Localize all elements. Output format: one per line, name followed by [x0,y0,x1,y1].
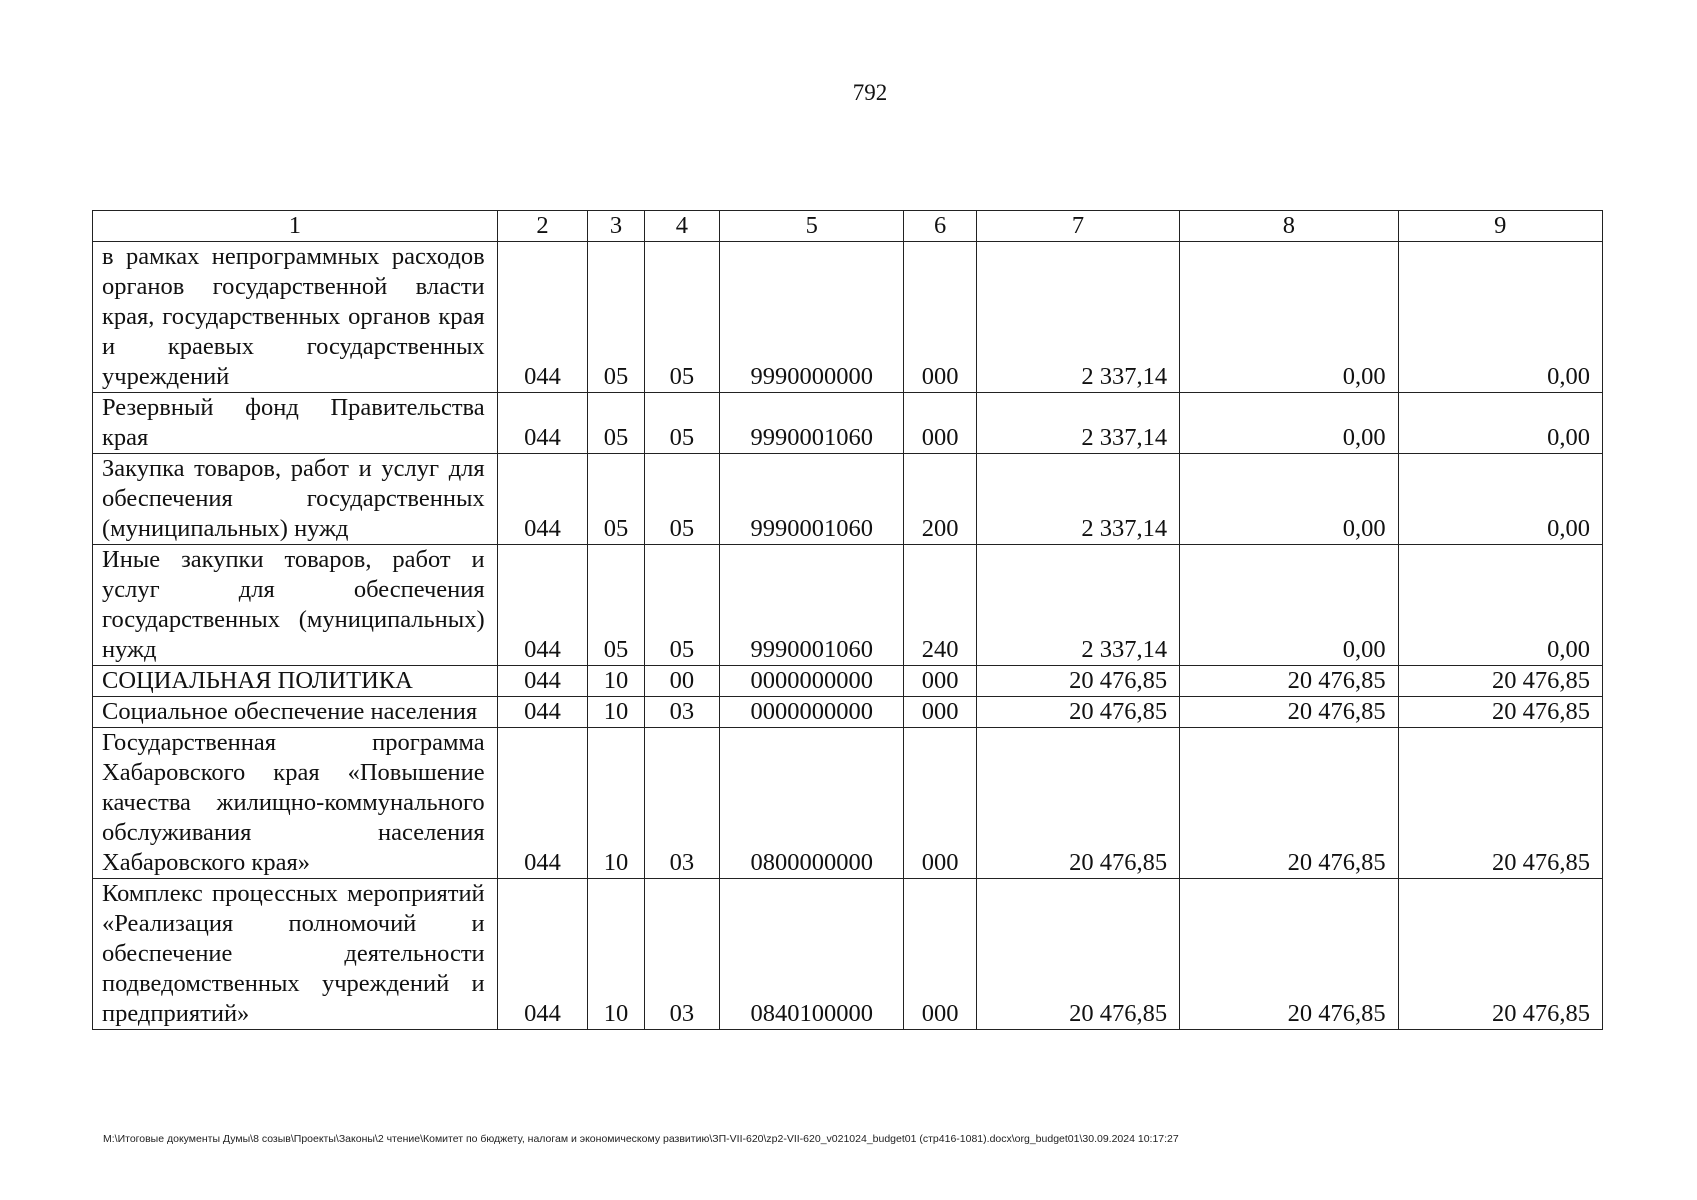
sum-col-9: 20 476,85 [1398,728,1602,879]
sum-col-7: 2 337,14 [976,393,1179,454]
table-row [93,697,1603,728]
row-name: Закупка товаров, работ и услуг для обеспечения государственных (муниципальных) нужд [93,454,498,545]
csr-code: 9990001060 [720,454,904,545]
csr-code: 0840100000 [720,879,904,1030]
razdel-code: 10 [588,697,644,728]
column-header: 3 [588,211,644,242]
sum-col-7: 20 476,85 [976,728,1179,879]
column-header: 2 [497,211,588,242]
sum-col-8: 20 476,85 [1180,666,1398,697]
podrazdel-code: 03 [644,728,720,879]
row-name: Социальное обеспечение населения [93,697,498,728]
vr-code: 200 [904,454,976,545]
vr-code: 000 [904,697,976,728]
table-row [93,545,1603,666]
row-name: в рамках непрограммных расходов органов государственной власти края, государственных органов края и краевых государственных учреждений [93,242,498,393]
sum-col-9: 20 476,85 [1398,666,1602,697]
sum-col-8: 0,00 [1180,242,1398,393]
table-header-row [93,211,1603,242]
csr-code: 0000000000 [720,666,904,697]
table-row [93,393,1603,454]
sum-col-9: 0,00 [1398,393,1602,454]
table-row [93,666,1603,697]
row-name: Государственная программа Хабаровского края «Повышение качества жилищно-коммунального обслуживания населения Хабаровского края» [93,728,498,879]
table-row [93,728,1603,879]
vr-code: 000 [904,666,976,697]
sum-col-9: 0,00 [1398,454,1602,545]
vr-code: 000 [904,879,976,1030]
sum-col-9: 20 476,85 [1398,879,1602,1030]
sum-col-8: 0,00 [1180,393,1398,454]
column-header: 9 [1398,211,1602,242]
row-name: СОЦИАЛЬНАЯ ПОЛИТИКА [93,666,498,697]
sum-col-7: 20 476,85 [976,697,1179,728]
vedomstvo-code: 044 [497,454,588,545]
sum-col-7: 20 476,85 [976,666,1179,697]
vedomstvo-code: 044 [497,545,588,666]
document-file-path: M:\Итоговые документы Думы\8 созыв\Проекты\Законы\2 чтение\Комитет по бюджету, налогам и экономическому развитию\ЗП-VII-620\zp2-VII-620_v021024_budget01 (стр416-1081).docx\org_budget01\30.09.2024 10:17:27 [103,1133,1179,1145]
sum-col-9: 0,00 [1398,545,1602,666]
sum-col-8: 20 476,85 [1180,728,1398,879]
table-row [93,454,1603,545]
row-name: Резервный фонд Правительства края [93,393,498,454]
sum-col-8: 20 476,85 [1180,697,1398,728]
razdel-code: 10 [588,666,644,697]
vr-code: 000 [904,393,976,454]
table-row [93,242,1603,393]
sum-col-7: 2 337,14 [976,454,1179,545]
column-header: 8 [1180,211,1398,242]
razdel-code: 05 [588,242,644,393]
razdel-code: 05 [588,393,644,454]
razdel-code: 05 [588,545,644,666]
razdel-code: 10 [588,879,644,1030]
row-name: Иные закупки товаров, работ и услуг для обеспечения государственных (муниципальных) нужд [93,545,498,666]
podrazdel-code: 05 [644,393,720,454]
razdel-code: 10 [588,728,644,879]
column-header: 5 [720,211,904,242]
csr-code: 9990001060 [720,393,904,454]
vedomstvo-code: 044 [497,666,588,697]
podrazdel-code: 05 [644,545,720,666]
vr-code: 000 [904,242,976,393]
podrazdel-code: 05 [644,454,720,545]
vr-code: 000 [904,728,976,879]
column-header: 6 [904,211,976,242]
podrazdel-code: 03 [644,879,720,1030]
vedomstvo-code: 044 [497,697,588,728]
sum-col-9: 20 476,85 [1398,697,1602,728]
sum-col-7: 20 476,85 [976,879,1179,1030]
csr-code: 9990001060 [720,545,904,666]
column-header: 4 [644,211,720,242]
vedomstvo-code: 044 [497,393,588,454]
razdel-code: 05 [588,454,644,545]
podrazdel-code: 05 [644,242,720,393]
sum-col-8: 0,00 [1180,545,1398,666]
vedomstvo-code: 044 [497,879,588,1030]
vedomstvo-code: 044 [497,242,588,393]
sum-col-8: 0,00 [1180,454,1398,545]
column-header: 1 [93,211,498,242]
vr-code: 240 [904,545,976,666]
table-row [93,879,1603,1030]
sum-col-8: 20 476,85 [1180,879,1398,1030]
column-header: 7 [976,211,1179,242]
podrazdel-code: 00 [644,666,720,697]
page-number: 792 [852,80,888,105]
csr-code: 9990000000 [720,242,904,393]
csr-code: 0000000000 [720,697,904,728]
row-name: Комплекс процессных мероприятий «Реализация полномочий и обеспечение деятельности подведомственных учреждений и предприятий» [93,879,498,1030]
vedomstvo-code: 044 [497,728,588,879]
budget-table [92,210,1603,1030]
sum-col-9: 0,00 [1398,242,1602,393]
sum-col-7: 2 337,14 [976,242,1179,393]
podrazdel-code: 03 [644,697,720,728]
sum-col-7: 2 337,14 [976,545,1179,666]
csr-code: 0800000000 [720,728,904,879]
